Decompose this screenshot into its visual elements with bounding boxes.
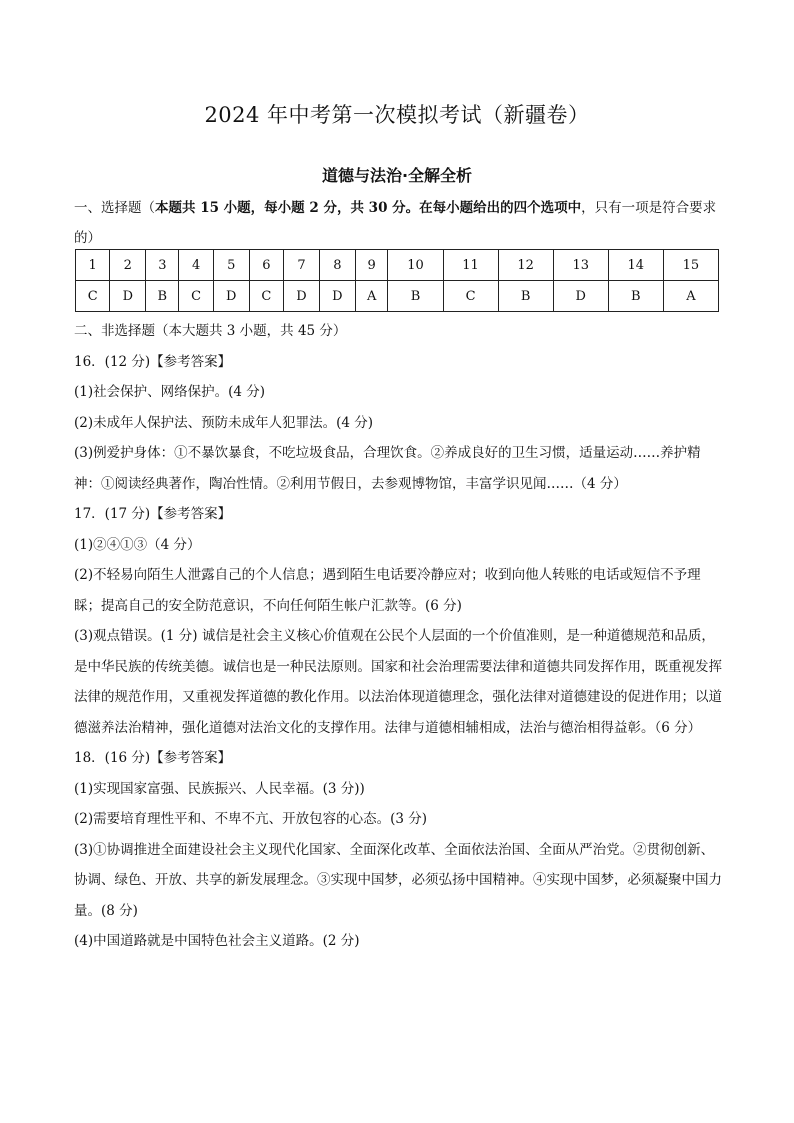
answer-cell: B xyxy=(388,281,443,312)
answer-cell: A xyxy=(355,281,388,312)
answer-cell: B xyxy=(146,281,179,312)
question-number: 14 xyxy=(608,250,663,281)
answer-cell: D xyxy=(110,281,146,312)
page-title: 2024 年中考第一次模拟考试（新疆卷） xyxy=(204,103,590,127)
q16-answer-3: (3)例爱护身体：①不暴饮暴食，不吃垃圾食品，合理饮食。②养成良好的卫生习惯，适量运动……养护精神：①阅读经典著作，陶冶性情。②利用节假日，去参观博物馆，丰富学识见闻……（4 分） xyxy=(74,445,701,492)
answers-body xyxy=(74,316,724,957)
question-number: 9 xyxy=(355,250,388,281)
answer-cell: D xyxy=(319,281,355,312)
answer-cell: C xyxy=(443,281,498,312)
question-number: 10 xyxy=(388,250,443,281)
section1-heading-b: 本题共 15 小题，每小题 2 分，共 30 分。在每小题给出的 xyxy=(155,200,514,216)
question-number: 7 xyxy=(284,250,320,281)
section2-heading: 二、非选择题（本大题共 3 小题，共 45 分） xyxy=(74,323,347,339)
q18-answer-3: (3)①协调推进全面建设社会主义现代化国家、全面深化改革、全面依法治国、全面从严治党。②贯彻创新、协调、绿色、开放、共享的新发展理念。③实现中国梦，必须弘扬中国精神。④实现中国梦，必须凝聚中国力量。(8 分) xyxy=(74,841,722,919)
page-subtitle: 道德与法治·全解全析 xyxy=(321,166,473,185)
q18-answer-2: (2)需要培育理性平和、不卑不亢、开放包容的心态。(3 分) xyxy=(74,811,428,827)
question-number: 8 xyxy=(319,250,355,281)
q18-answer-4: (4)中国道路就是中国特色社会主义道路。(2 分) xyxy=(74,933,360,949)
answer-cell: B xyxy=(608,281,663,312)
question-number: 1 xyxy=(76,250,110,281)
answer-table-number-row xyxy=(76,250,719,281)
question-number: 6 xyxy=(249,250,283,281)
q16-answer-2: (2)未成年人保护法、预防未成年人犯罪法。(4 分) xyxy=(74,414,374,431)
q17-header: 17．(17 分)【参考答案】 xyxy=(74,506,232,522)
answer-cell: C xyxy=(76,281,110,312)
q16-answer-1: (1)社会保护、网络保护。(4 分) xyxy=(74,384,266,400)
question-number: 13 xyxy=(553,250,608,281)
answer-cell: C xyxy=(179,281,213,312)
answer-cell: D xyxy=(553,281,608,312)
q17-answer-2: (2)不轻易向陌生人泄露自己的个人信息；遇到陌生电话要冷静应对；收到向他人转账的电话或短信不予理睬；提高自己的安全防范意识，不向任何陌生帐户汇款等。(6 分) xyxy=(74,567,701,614)
answer-table-answer-row xyxy=(76,281,719,312)
answer-cell: B xyxy=(498,281,553,312)
question-number: 15 xyxy=(663,250,718,281)
q16-header: 16．(12 分)【参考答案】 xyxy=(74,353,232,370)
question-number: 5 xyxy=(213,250,249,281)
q18-answer-1: (1)实现国家富强、民族振兴、人民幸福。(3 分)) xyxy=(74,780,365,797)
section1-heading xyxy=(74,193,724,253)
answer-cell: C xyxy=(249,281,283,312)
answer-cell: A xyxy=(663,281,718,312)
answer-cell: D xyxy=(284,281,320,312)
q17-answer-1: (1)②④①③（4 分） xyxy=(74,536,201,553)
section1-heading-d: ，只有一项是符合要求的） xyxy=(74,200,717,246)
answer-cell: D xyxy=(213,281,249,312)
question-number: 2 xyxy=(110,250,146,281)
question-number: 11 xyxy=(443,250,498,281)
question-number: 4 xyxy=(179,250,213,281)
q18-header: 18．(16 分)【参考答案】 xyxy=(74,750,232,766)
section1-heading-c: 四个选项中 xyxy=(513,200,582,216)
section1-heading-a: 一、选择题（ xyxy=(74,200,155,216)
question-number: 3 xyxy=(146,250,179,281)
question-number: 12 xyxy=(498,250,553,281)
q17-answer-3: (3)观点错误。(1 分) 诚信是社会主义核心价值观在公民个人层面的一个价值准则，是一种道德规范和品质，是中华民族的传统美德。诚信也是一种民法原则。国家和社会治理需要法律和道德共同发挥作用，既重视发挥法律的规范作用，又重视发挥道德的教化作用。以法治体现道德理念，强化法律对道德建设的促进作用；以道德滋养法治精神，强化道德对法治文化的支撑作用。法律与道德相辅相成，法治与德治相得益彰。（6 分） xyxy=(74,628,722,736)
answer-table xyxy=(75,249,719,312)
